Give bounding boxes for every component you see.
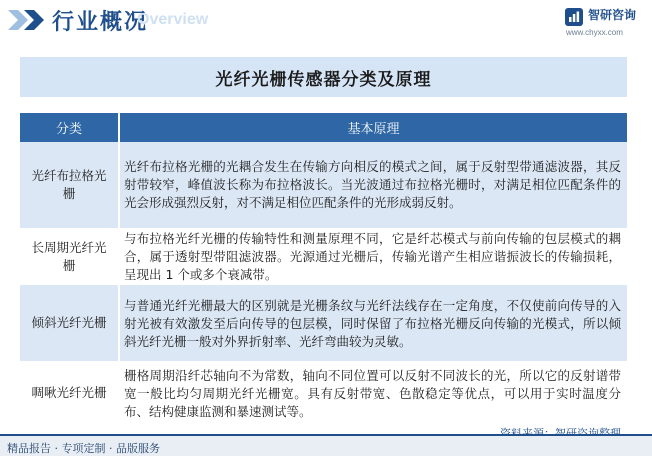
section-title: 行业概况: [52, 10, 149, 35]
classification-table: [20, 113, 627, 425]
principle-cell: 光纤布拉格光栅的光耦合发生在传输方向相反的模式之间，属于反射型带通滤波器，其反射带较窄，峰值波长称为布拉格波长。当光波通过布拉格光栅时，对满足相位匹配条件的光会形成强烈反射，对不满足相位匹配条件的光形成弱反射。: [119, 142, 627, 228]
page-title: 光纤光栅传感器分类及原理: [215, 69, 432, 90]
brand-url: www.chyxx.com: [566, 28, 623, 37]
table-row: [20, 361, 627, 425]
table-header-row: [20, 113, 627, 142]
footer-bar: [0, 436, 652, 456]
column-header-principle: 基本原理: [119, 113, 627, 142]
section-subtitle: Overview: [137, 11, 209, 28]
table-row: [20, 142, 627, 228]
brand-name: 智研咨询: [588, 8, 637, 22]
principle-cell: 与布拉格光纤光栅的传输特性和测量原理不同，它是纤芯模式与前向传输的包层模式的耦合，属于透射型带阻滤波器。光源通过光栅后，传输光谱产生相应谐振波长的传输损耗，呈现出 1 个或多个衰减带。: [119, 228, 627, 285]
category-cell: 光纤布拉格光栅: [20, 142, 119, 228]
category-cell: 长周期光纤光栅: [20, 228, 119, 285]
principle-cell: 栅格周期沿纤芯轴向不为常数，轴向不同位置可以反射不同波长的光，所以它的反射谱带宽一般比均匀周期光纤光栅宽。具有反射带宽、色散稳定等优点，可以用于实时温度分布、结构健康监测和暴速测试等。: [119, 361, 627, 425]
header-bar: [0, 0, 652, 40]
brand-logo-icon: [564, 7, 584, 27]
table-row: [20, 228, 627, 285]
table-row: [20, 285, 627, 361]
footer-services: 精品报告 · 专项定制 · 品版服务: [7, 442, 160, 455]
title-banner: [20, 57, 627, 97]
category-cell: 倾斜光纤光栅: [20, 285, 119, 361]
double-chevron-icon: [8, 10, 50, 30]
principle-cell: 与普通光纤光栅最大的区别就是光栅条纹与光纤法线存在一定角度，不仅使前向传导的入射光被有效激发至后向传导的包层模，同时保留了布拉格光栅反向传输的光模式，所以倾斜光纤光栅一般对外界折射率、光纤弯曲较为灵敏。: [119, 285, 627, 361]
category-cell: 啁啾光纤光栅: [20, 361, 119, 425]
column-header-category: 分类: [20, 113, 119, 142]
